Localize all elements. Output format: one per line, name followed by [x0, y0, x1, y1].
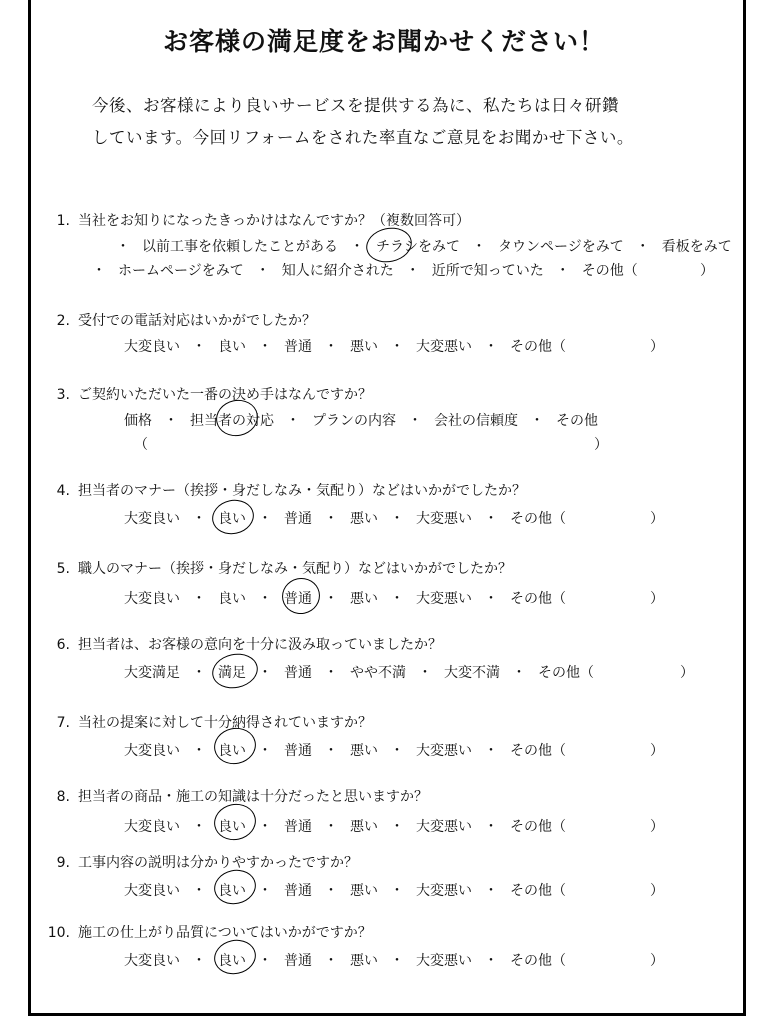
option[interactable]: 悪い: [350, 591, 378, 607]
question-6-options: 大変満足 ・ 満足 ・ 普通 ・ やや不満 ・ 大変不満 ・ その他（: [124, 662, 594, 682]
option[interactable]: その他（: [510, 819, 566, 835]
question-5: [40, 558, 512, 578]
question-4-options: 大変良い ・ 良い ・ 普通 ・ 悪い ・ 大変悪い ・ その他（: [124, 508, 566, 528]
option[interactable]: 大変良い: [124, 883, 180, 899]
close-paren: ）: [650, 883, 664, 899]
option[interactable]: 良い: [218, 743, 246, 759]
question-number: 7.: [56, 715, 70, 731]
option[interactable]: 悪い: [350, 339, 378, 355]
option[interactable]: 担当者の対応: [190, 413, 274, 429]
option[interactable]: 大変悪い: [416, 511, 472, 527]
option[interactable]: その他（: [581, 263, 638, 279]
option[interactable]: 満足: [218, 665, 246, 681]
open-paren: （: [134, 437, 148, 453]
option[interactable]: その他（: [510, 953, 566, 969]
option[interactable]: 普通: [284, 665, 312, 681]
option[interactable]: 良い: [218, 819, 246, 835]
question-text: 職人のマナー（挨拶・身だしなみ・気配り）などはいかがでしたか？: [78, 561, 512, 577]
question-number: 9.: [56, 855, 70, 871]
close-paren: ）: [650, 953, 664, 969]
option[interactable]: 良い: [218, 511, 246, 527]
option[interactable]: 良い: [218, 953, 246, 969]
option[interactable]: 大変悪い: [416, 743, 472, 759]
question-text: 工事内容の説明は分かりやすかったですか？: [78, 855, 358, 871]
question-text: ご契約いただいた一番の決め手はなんですか？: [78, 387, 372, 403]
question-9-options: 大変良い ・ 良い ・ 普通 ・ 悪い ・ 大変悪い ・ その他（: [124, 880, 566, 900]
option[interactable]: 看板をみて: [661, 239, 732, 255]
option[interactable]: 普通: [284, 819, 312, 835]
question-number: 10.: [47, 925, 70, 941]
survey-title: お客様の満足度をお聞かせください！: [162, 27, 605, 56]
question-6: [40, 634, 442, 654]
question-text: 施工の仕上がり品質についてはいかがですか？: [78, 925, 372, 941]
question-3-options: 価格 ・ 担当者の対応 ・ プランの内容 ・ 会社の信頼度 ・ その他: [124, 410, 598, 430]
option[interactable]: 良い: [218, 339, 246, 355]
option[interactable]: その他: [556, 413, 598, 429]
question-1-options-row-2: ・ ホームページをみて ・ 知人に紹介された ・ 近所で知っていた ・ その他（: [80, 260, 638, 280]
option[interactable]: 普通: [284, 743, 312, 759]
option[interactable]: 大変悪い: [416, 883, 472, 899]
option[interactable]: その他（: [510, 883, 566, 899]
option[interactable]: 普通: [284, 339, 312, 355]
question-8-options: 大変良い ・ 良い ・ 普通 ・ 悪い ・ 大変悪い ・ その他（: [124, 816, 566, 836]
question-text: 受付での電話対応はいかがでしたか？: [78, 313, 316, 329]
intro-line-1: 今後、お客様により良いサービスを提供する為に、私たちは日々研鑽: [92, 96, 619, 115]
question-number: 8.: [56, 789, 70, 805]
option[interactable]: その他（: [510, 591, 566, 607]
question-9: [40, 852, 358, 872]
option[interactable]: タウンページをみて: [498, 239, 624, 255]
option[interactable]: 大変良い: [124, 819, 180, 835]
question-number: 5.: [56, 561, 70, 577]
option[interactable]: やや不満: [350, 665, 406, 681]
option[interactable]: 良い: [218, 883, 246, 899]
question-5-options: 大変良い ・ 良い ・ 普通 ・ 悪い ・ 大変悪い ・ その他（: [124, 588, 566, 608]
option[interactable]: その他（: [510, 743, 566, 759]
question-number: 2.: [56, 313, 70, 329]
close-paren: ）: [650, 511, 664, 527]
option[interactable]: その他（: [538, 665, 594, 681]
option[interactable]: チラシをみて: [376, 239, 460, 255]
question-2: [40, 310, 316, 330]
option[interactable]: 大変満足: [124, 665, 180, 681]
question-text: 担当者の商品・施工の知識は十分だったと思いますか？: [78, 789, 428, 805]
question-7-options: 大変良い ・ 良い ・ 普通 ・ 悪い ・ 大変悪い ・ その他（: [124, 740, 566, 760]
option[interactable]: 大変良い: [124, 743, 180, 759]
option[interactable]: 普通: [284, 591, 312, 607]
option[interactable]: 悪い: [350, 883, 378, 899]
question-1: [40, 210, 470, 230]
option[interactable]: 大変悪い: [416, 339, 472, 355]
option[interactable]: 近所で知っていた: [431, 263, 544, 279]
question-number: 6.: [56, 637, 70, 653]
option[interactable]: 大変悪い: [416, 591, 472, 607]
option[interactable]: 大変悪い: [416, 819, 472, 835]
question-number: 3.: [56, 387, 70, 403]
close-paren: ）: [650, 591, 664, 607]
close-paren: ）: [650, 339, 664, 355]
option[interactable]: 大変良い: [124, 953, 180, 969]
question-1-options-row-1: ・ 以前工事を依頼したことがある ・ チラシをみて ・ タウンページをみて ・ 看板をみて: [104, 236, 732, 256]
option[interactable]: その他（: [510, 511, 566, 527]
option[interactable]: 会社の信頼度: [434, 413, 518, 429]
option[interactable]: 以前工事を依頼したことがある: [142, 239, 338, 255]
option[interactable]: 悪い: [350, 953, 378, 969]
question-text: 当社をお知りになったきっかけはなんですか？（複数回答可）: [78, 213, 470, 229]
question-text: 当社の提案に対して十分納得されていますか？: [78, 715, 372, 731]
question-text: 担当者は、お客様の意向を十分に汲み取っていましたか？: [78, 637, 442, 653]
close-paren: ）: [650, 743, 664, 759]
question-7: [40, 712, 372, 732]
option[interactable]: 大変悪い: [416, 953, 472, 969]
question-text: 担当者のマナー（挨拶・身だしなみ・気配り）などはいかがでしたか？: [78, 483, 526, 499]
question-10: [40, 922, 372, 942]
close-paren: ）: [700, 263, 714, 279]
option[interactable]: 悪い: [350, 511, 378, 527]
option[interactable]: 知人に紹介された: [281, 263, 394, 279]
option[interactable]: ホームページをみて: [118, 263, 244, 279]
question-4: [40, 480, 526, 500]
option[interactable]: 良い: [218, 591, 246, 607]
question-3: [40, 384, 372, 404]
question-number: 1.: [56, 213, 70, 229]
option[interactable]: 悪い: [350, 819, 378, 835]
option[interactable]: 普通: [284, 511, 312, 527]
option[interactable]: 価格: [124, 413, 152, 429]
close-paren: ）: [650, 819, 664, 835]
option[interactable]: 大変良い: [124, 591, 180, 607]
question-10-options: 大変良い ・ 良い ・ 普通 ・ 悪い ・ 大変悪い ・ その他（: [124, 950, 566, 970]
option[interactable]: 大変良い: [124, 511, 180, 527]
option[interactable]: 普通: [284, 953, 312, 969]
close-paren: ）: [594, 437, 608, 453]
intro-line-2: しています。今回リフォームをされた率直なご意見をお聞かせ下さい。: [92, 128, 634, 147]
close-paren: ）: [680, 665, 694, 681]
question-2-options: 大変良い ・ 良い ・ 普通 ・ 悪い ・ 大変悪い ・ その他（: [124, 336, 566, 356]
question-number: 4.: [56, 483, 70, 499]
option[interactable]: 大変良い: [124, 339, 180, 355]
option[interactable]: 普通: [284, 883, 312, 899]
option[interactable]: 大変不満: [444, 665, 500, 681]
option[interactable]: 悪い: [350, 743, 378, 759]
option[interactable]: その他（: [510, 339, 566, 355]
option[interactable]: プランの内容: [312, 413, 396, 429]
